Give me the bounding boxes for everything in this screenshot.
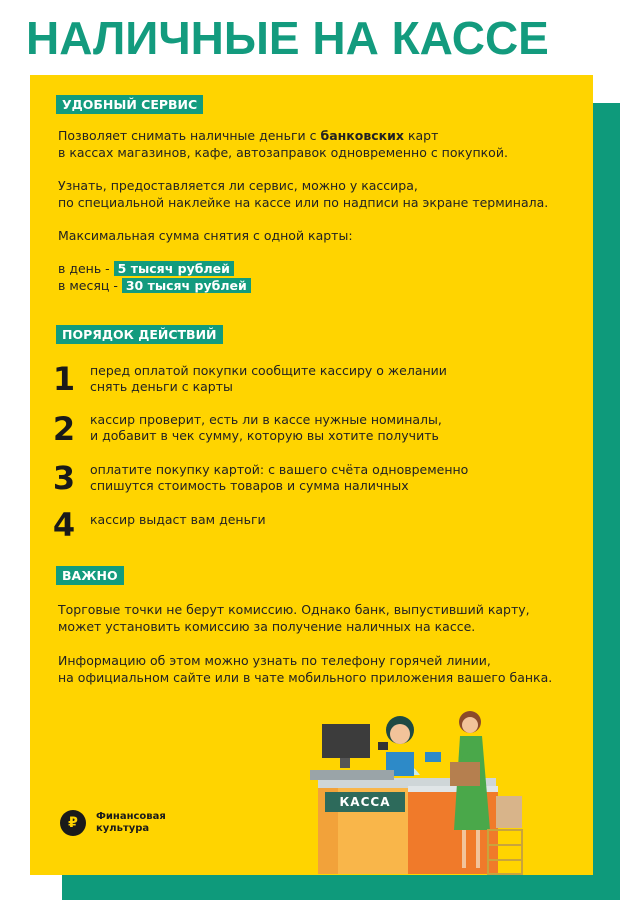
service-paragraph-1: Позволяет снимать наличные деньги с банковских карт [58,128,439,143]
step-number-3: 3 [52,459,76,497]
step-text-2-line2: и добавит в чек сумму, которую вы хотите получить [90,428,439,443]
limit-per-day: в день - 5 тысяч рублей [58,261,234,277]
logo-text-line2: культура [96,823,150,834]
logo-text-line1: Финансовая [96,811,166,822]
step-text-4: кассир выдаст вам деньги [90,512,266,527]
bank-card-icon [425,752,441,762]
limit-month-value: 30 тысяч рублей [122,278,251,293]
monitor-icon [322,724,370,758]
step-number-4: 4 [52,506,76,544]
service-paragraph-2: Узнать, предоставляется ли сервис, можно у кассира, [58,178,418,193]
important-paragraph-1-line2: может установить комиссию за получение наличных на кассе. [58,619,476,634]
ruble-icon: ₽ [60,810,86,836]
service-paragraph-1-line2: в кассах магазинов, кафе, автозаправок одновременно с покупкой. [58,145,508,160]
step-text-3-line2: спишутся стоимость товаров и сумма наличных [90,478,409,493]
kassa-sign: КАССА [325,792,405,812]
page-title: НАЛИЧНЫЕ НА КАССЕ [26,12,549,64]
step-text-1-line2: снять деньги с карты [90,379,233,394]
step-text-1: перед оплатой покупки сообщите кассиру о желании [90,363,447,378]
step-text-2: кассир проверит, есть ли в кассе нужные номиналы, [90,412,442,427]
cashier-icon [390,724,410,744]
important-paragraph-2: Информацию об этом можно узнать по телефону горячей линии, [58,653,491,668]
section-label-service: УДОБНЫЙ СЕРВИС [56,95,203,114]
important-paragraph-1: Торговые точки не берут комиссию. Однако банк, выпустивший карту, [58,602,530,617]
limit-per-month: в месяц - 30 тысяч рублей [58,278,251,294]
shopping-bag-icon [450,762,480,786]
customer-icon [462,717,478,733]
step-number-1: 1 [52,360,76,398]
checkout-illustration [300,700,540,880]
section-label-steps: ПОРЯДОК ДЕЙСТВИЙ [56,325,223,344]
service-paragraph-2-line2: по специальной наклейке на кассе или по надписи на экране терминала. [58,195,549,210]
service-paragraph-3: Максимальная сумма снятия с одной карты: [58,228,353,243]
step-text-3: оплатите покупку картой: с вашего счёта одновременно [90,462,469,477]
section-label-important: ВАЖНО [56,566,124,585]
important-paragraph-2-line2: на официальном сайте или в чате мобильного приложения вашего банка. [58,670,553,685]
limit-day-value: 5 тысяч рублей [114,261,234,276]
step-number-2: 2 [52,410,76,448]
